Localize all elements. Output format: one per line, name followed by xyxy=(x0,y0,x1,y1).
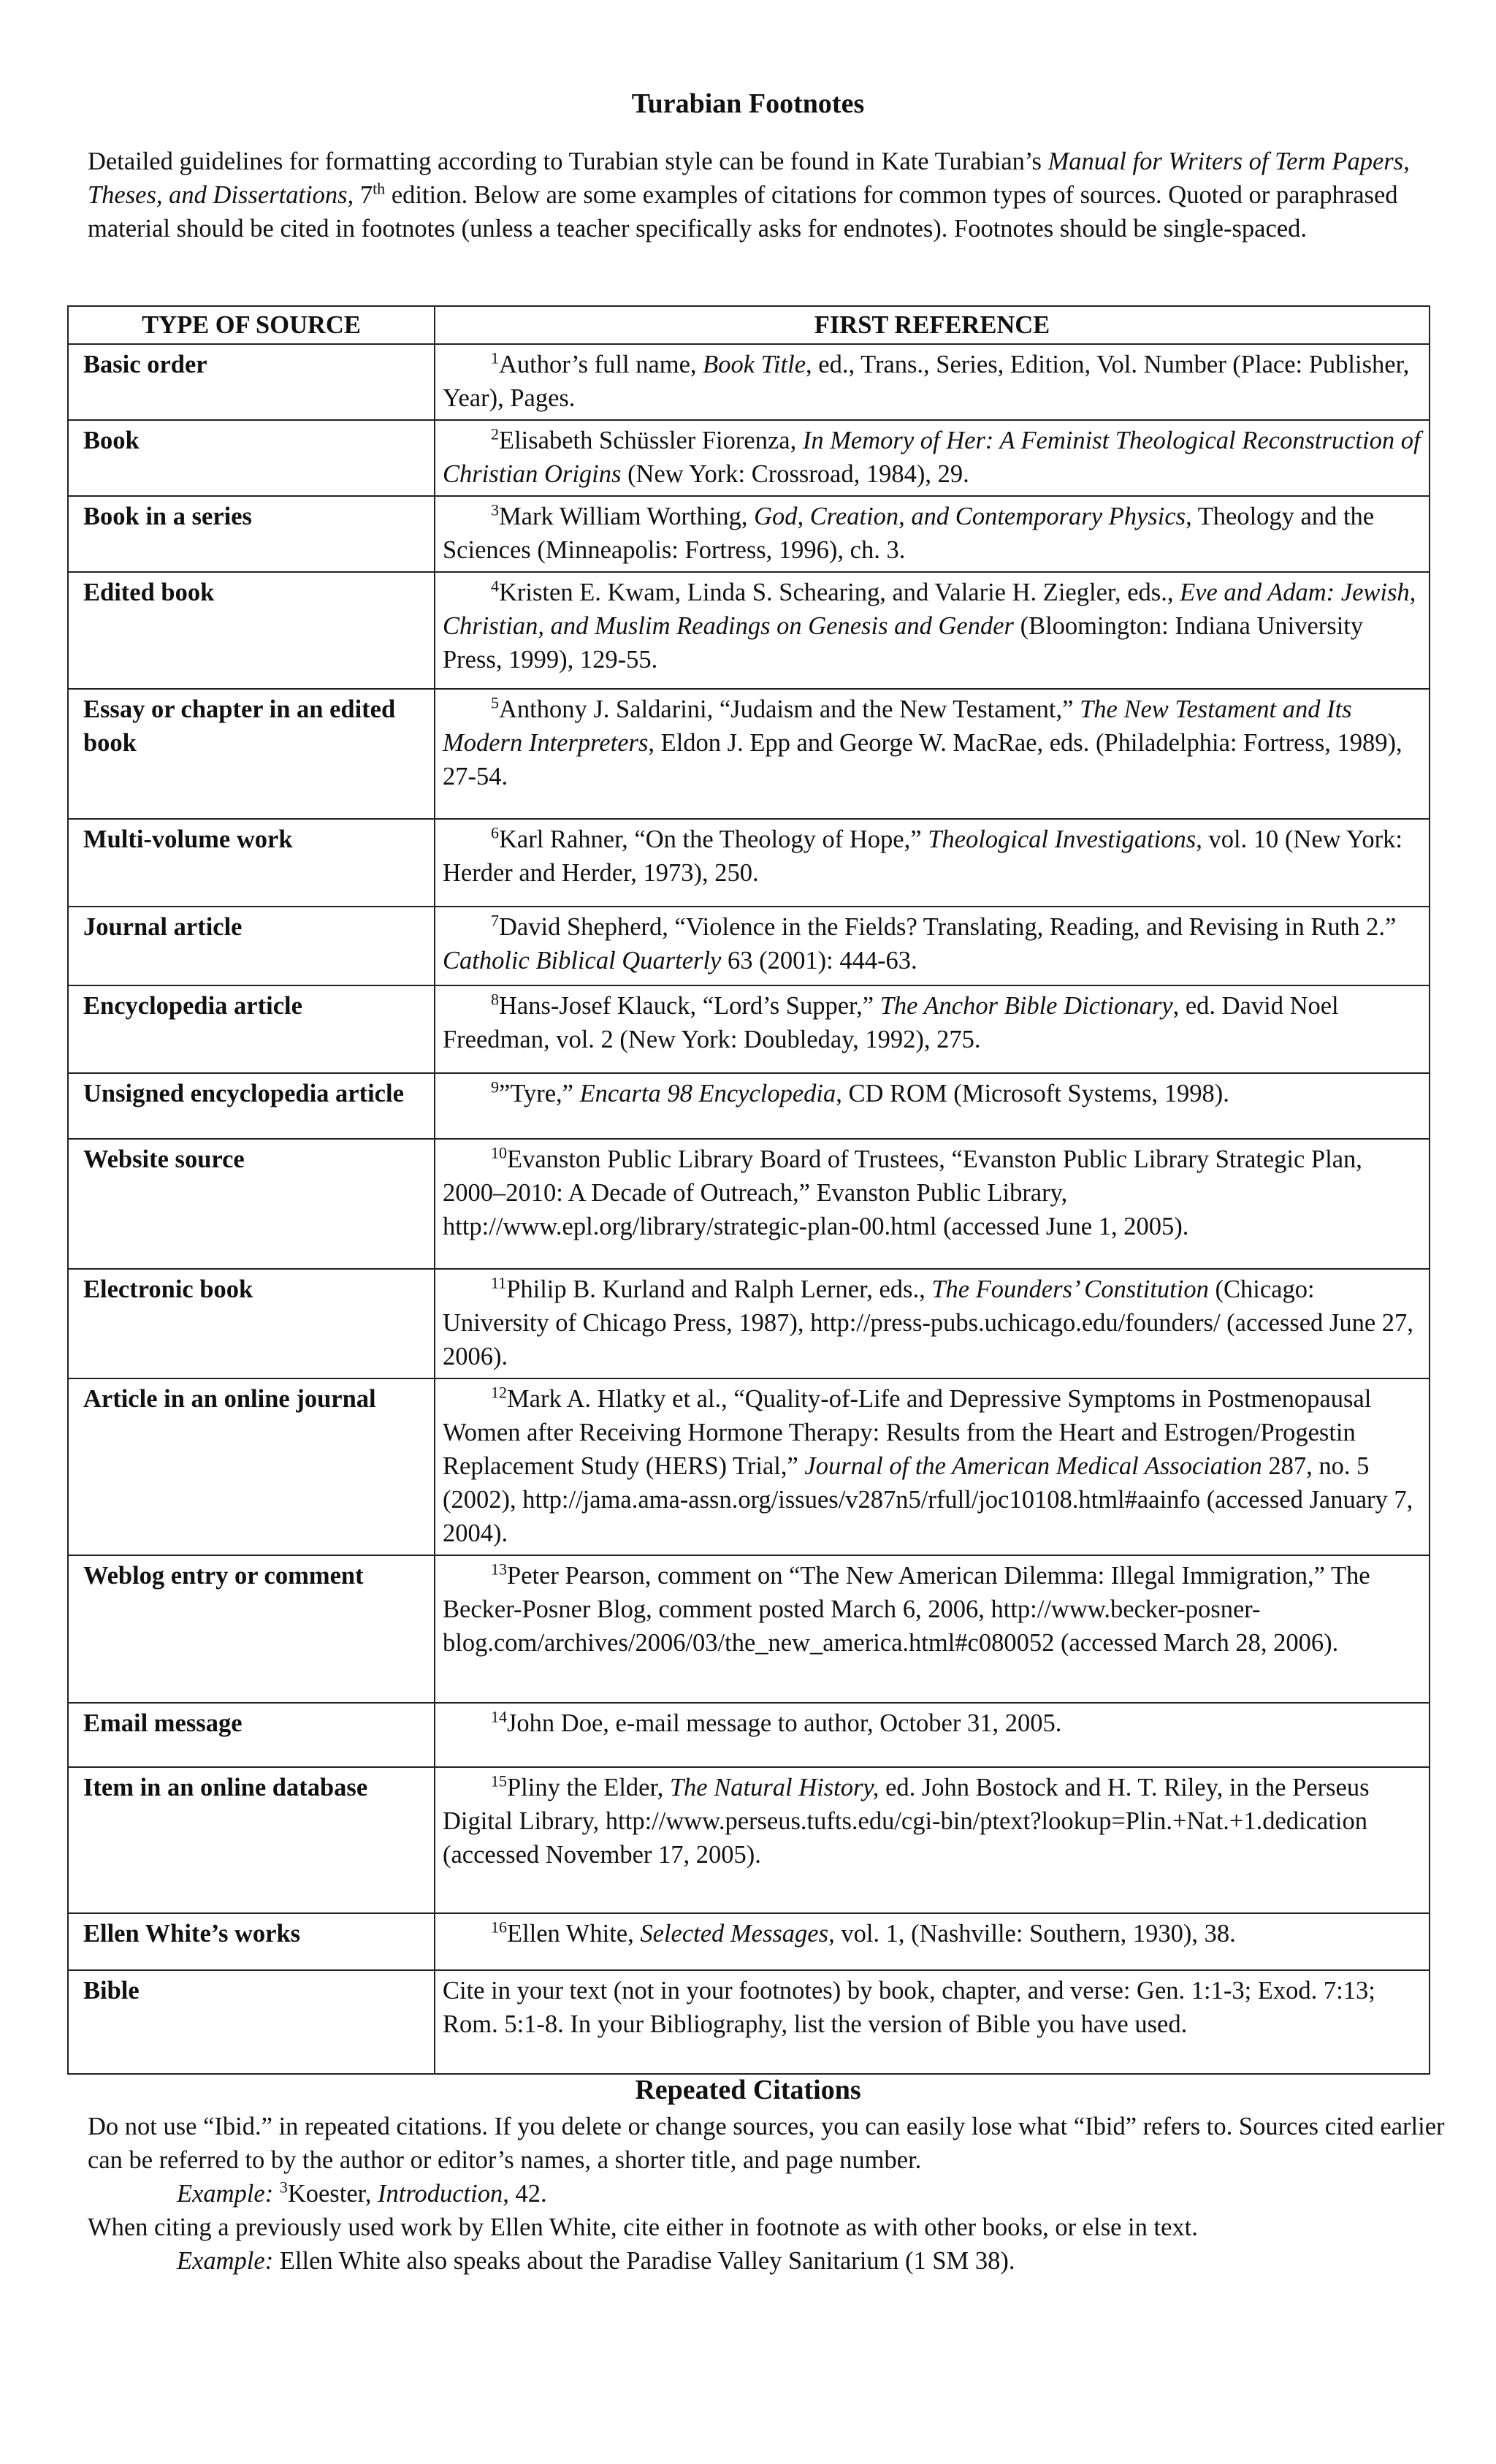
source-type-cell: Essay or chapter in an edited book xyxy=(68,689,435,819)
example-1 xyxy=(88,2177,1461,2211)
source-type-cell: Weblog entry or comment xyxy=(68,1555,435,1703)
source-type-cell: Item in an online database xyxy=(68,1767,435,1913)
reference-cell xyxy=(435,572,1430,689)
footnote-number: 14 xyxy=(491,1707,507,1726)
reference-cell xyxy=(435,1913,1430,1970)
table-header-row xyxy=(68,306,1430,344)
reference-cell xyxy=(435,1378,1430,1555)
ref-text: Anthony J. Saldarini, “Judaism and the New Testament,” xyxy=(499,695,1080,723)
ref-italic: Journal of the American Medical Association xyxy=(804,1452,1262,1480)
ref-text: Hans-Josef Klauck, “Lord’s Supper,” xyxy=(499,992,880,1020)
reference-cell xyxy=(435,344,1430,420)
ref-text: ”Tyre,” xyxy=(499,1080,580,1107)
ref-text-end: , vol. 1, (Nashville: Southern, 1930), 38. xyxy=(828,1920,1236,1948)
ref-italic: The Anchor Bible Dictionary xyxy=(879,992,1173,1020)
ref-text: Mark A. Hlatky et al., “Quality-of-Life and Depressive Symptoms in Postmenopausal Women after Receiving Hormone Therapy: Results from the Heart and Estrogen/Progestin Replacement Study (HERS) Trial,” xyxy=(443,1385,1372,1480)
table-row xyxy=(68,1913,1430,1970)
reference-cell xyxy=(435,985,1430,1073)
source-type-cell: Bible xyxy=(68,1970,435,2074)
intro-text-1: Detailed guidelines for formatting according to Turabian style can be found in Kate Turabian’s xyxy=(88,148,1048,175)
footnote-number: 9 xyxy=(491,1077,499,1096)
footnote-number: 12 xyxy=(491,1383,507,1402)
ref-italic: Theological Investigations xyxy=(928,825,1197,853)
header-type-of-source: TYPE OF SOURCE xyxy=(68,306,435,344)
ref-text-end: (Chicago: University of Chicago Press, 1987), http://press-pubs.uchicago.edu/founders/ (accessed June 27, 2006). xyxy=(443,1275,1413,1370)
footnote-number: 11 xyxy=(491,1273,507,1292)
source-type-cell: Multi-volume work xyxy=(68,819,435,907)
source-type-cell: Website source xyxy=(68,1139,435,1269)
reference-cell xyxy=(435,907,1430,985)
reference-cell xyxy=(435,1139,1430,1269)
intro-edition: 7 xyxy=(354,181,373,209)
ref-italic: God, Creation, and Contemporary Physics xyxy=(754,503,1186,530)
intro-text-2: edition. Below are some examples of citations for common types of sources. Quoted or paraphrased material should be cited in footnotes (unless a teacher specifically asks for endnotes). Footnotes should be single-spaced. xyxy=(88,181,1398,243)
reference-cell xyxy=(435,1073,1430,1139)
source-type-cell: Basic order xyxy=(68,344,435,420)
footnote-number: 10 xyxy=(491,1143,507,1162)
reference-cell xyxy=(435,1970,1430,2074)
ref-text-end: (Bloomington: Indiana University Press, 1999), 129-55. xyxy=(443,612,1364,674)
example-text: Ellen White also speaks about the Paradise Valley Sanitarium (1 SM 38). xyxy=(273,2247,1015,2275)
table-row xyxy=(68,819,1430,907)
ref-text: Peter Pearson, comment on “The New American Dilemma: Illegal Immigration,” The Becker-Posner Blog, comment posted March 6, 2006, http://www.becker-posner-blog.com/archives/2006/03/the_new_america.html#c080052 (accessed March 28, 2006). xyxy=(443,1562,1370,1657)
reference-cell xyxy=(435,689,1430,819)
reference-cell xyxy=(435,496,1430,572)
footnote-number: 4 xyxy=(491,576,499,595)
repeated-citations-section xyxy=(88,2110,1461,2278)
table-row xyxy=(68,1703,1430,1767)
table-row xyxy=(68,420,1430,496)
ref-italic: Selected Messages xyxy=(640,1920,829,1948)
reference-cell xyxy=(435,819,1430,907)
ref-text-end: 287, no. 5 (2002), http://jama.ama-assn.org/issues/v287n5/rfull/joc10108.html#aainfo (accessed January 7, 2004). xyxy=(443,1452,1413,1547)
footnote-number: 7 xyxy=(491,911,499,930)
table-row xyxy=(68,689,1430,819)
ref-text-end: , ed. David Noel Freedman, vol. 2 (New York: Doubleday, 1992), 275. xyxy=(443,992,1339,1053)
ref-text: Cite in your text (not in your footnotes) by book, chapter, and verse: Gen. 1:1-3; Exod. 7:13; Rom. 5:1-8. In your Bibliography, list the version of Bible you have used. xyxy=(443,1977,1375,2038)
footnote-number: 6 xyxy=(491,823,499,842)
ref-text: Pliny the Elder, xyxy=(507,1774,670,1801)
reference-cell xyxy=(435,1555,1430,1703)
table-row xyxy=(68,1139,1430,1269)
ref-text: Karl Rahner, “On the Theology of Hope,” xyxy=(499,825,928,853)
repeated-line-2: When citing a previously used work by Ellen White, cite either in footnote as with other books, or else in text. xyxy=(88,2213,1198,2241)
ref-text-end: , CD ROM (Microsoft Systems, 1998). xyxy=(836,1080,1229,1107)
table-row xyxy=(68,985,1430,1073)
header-first-reference: FIRST REFERENCE xyxy=(435,306,1430,344)
citation-table xyxy=(67,305,1430,2075)
footnote-number: 15 xyxy=(491,1771,507,1790)
footnote-number: 5 xyxy=(491,693,499,712)
ref-text: John Doe, e-mail message to author, October 31, 2005. xyxy=(507,1709,1062,1737)
ref-text-end: , ed., Trans., Series, Edition, Vol. Number (Place: Publisher, Year), Pages. xyxy=(443,351,1410,412)
table-row xyxy=(68,1073,1430,1139)
ref-italic: The Natural History, xyxy=(669,1774,879,1801)
table-row xyxy=(68,344,1430,420)
example-text-end: , 42. xyxy=(503,2180,547,2208)
ref-italic: Eve and Adam: Jewish, Christian, and Muslim Readings on Genesis and Gender xyxy=(443,579,1416,640)
intro-paragraph xyxy=(88,145,1446,245)
source-type-cell: Ellen White’s works xyxy=(68,1913,435,1970)
ref-text-end: , vol. 10 (New York: Herder and Herder, 1973), 250. xyxy=(443,825,1402,887)
table-row xyxy=(68,572,1430,689)
table-row xyxy=(68,1269,1430,1378)
ref-italic: Encarta 98 Encyclopedia xyxy=(579,1080,836,1107)
ref-text: Author’s full name, xyxy=(499,351,703,378)
source-type-cell: Unsigned encyclopedia article xyxy=(68,1073,435,1139)
source-type-cell: Article in an online journal xyxy=(68,1378,435,1555)
footnote-number: 3 xyxy=(491,500,499,519)
table-row xyxy=(68,1555,1430,1703)
intro-superscript: th xyxy=(373,179,386,198)
repeated-citations-heading: Repeated Citations xyxy=(635,2075,861,2105)
ref-text: Philip B. Kurland and Ralph Lerner, eds., xyxy=(506,1275,932,1303)
ref-italic: The New Testament and Its Modern Interpreters xyxy=(443,695,1352,757)
footnote-number: 13 xyxy=(491,1560,507,1579)
source-type-cell: Encyclopedia article xyxy=(68,985,435,1073)
ref-text-end: ed. John Bostock and H. T. Riley, in the Perseus Digital Library, http://www.perseus.tufts.edu/cgi-bin/ptext?lookup=Plin.+Nat.+1.dedication (accessed November 17, 2005). xyxy=(443,1774,1370,1869)
table-row xyxy=(68,1970,1430,2074)
reference-cell xyxy=(435,420,1430,496)
repeated-line-1: Do not use “Ibid.” in repeated citations. If you delete or change sources, you can easily lose what “Ibid” refers to. Sources cited earlier can be referred to by the author or editor’s names, a shorter title, and page number. xyxy=(88,2113,1445,2174)
ref-italic: The Founders’ Constitution xyxy=(931,1275,1209,1303)
footnote-number: 8 xyxy=(491,990,499,1009)
ref-text: Evanston Public Library Board of Trustees, “Evanston Public Library Strategic Plan, 2000–2010: A Decade of Outreach,” Evanston Public Library, http://www.epl.org/library/strategic-plan-00.html (accessed June 1, 2005). xyxy=(443,1145,1362,1240)
ref-italic: In Memory of Her: A Feminist Theological Reconstruction of Christian Origins xyxy=(443,427,1421,488)
reference-cell xyxy=(435,1767,1430,1913)
reference-cell xyxy=(435,1703,1430,1767)
ref-text: Elisabeth Schüssler Fiorenza, xyxy=(499,427,803,454)
source-type-cell: Edited book xyxy=(68,572,435,689)
example-text: Koester, xyxy=(287,2180,378,2208)
manual-title: Manual for Writers of Term Papers, Theses, and Dissertations, xyxy=(88,148,1410,209)
example-2 xyxy=(88,2244,1461,2278)
ref-text-end: , Theology and the Sciences (Minneapolis: Fortress, 1996), ch. 3. xyxy=(443,503,1375,564)
reference-cell xyxy=(435,1269,1430,1378)
table-row xyxy=(68,1378,1430,1555)
source-type-cell: Book in a series xyxy=(68,496,435,572)
example-italic: Introduction xyxy=(378,2180,503,2208)
footnote-number: 2 xyxy=(491,424,499,443)
example-label: Example: xyxy=(177,2247,274,2275)
footnote-number: 1 xyxy=(491,348,499,367)
page-title: Turabian Footnotes xyxy=(631,88,865,119)
source-type-cell: Email message xyxy=(68,1703,435,1767)
table-row xyxy=(68,907,1430,985)
source-type-cell: Book xyxy=(68,420,435,496)
ref-text: Kristen E. Kwam, Linda S. Schearing, and Valarie H. Ziegler, eds., xyxy=(499,579,1180,606)
ref-text-end: , Eldon J. Epp and George W. MacRae, eds. (Philadelphia: Fortress, 1989), 27-54. xyxy=(443,729,1402,790)
ref-italic: Catholic Biblical Quarterly xyxy=(443,947,722,974)
table-row xyxy=(68,1767,1430,1913)
example-footnote-number: 3 xyxy=(279,2178,288,2197)
ref-text: David Shepherd, “Violence in the Fields? Translating, Reading, and Revising in Ruth 2.” xyxy=(499,913,1397,941)
source-type-cell: Electronic book xyxy=(68,1269,435,1378)
example-label: Example: xyxy=(177,2180,274,2208)
ref-italic: Book Title xyxy=(703,351,806,378)
ref-text-end: 63 (2001): 444-63. xyxy=(721,947,917,974)
ref-text-end: (New York: Crossroad, 1984), 29. xyxy=(621,460,969,488)
table-row xyxy=(68,496,1430,572)
ref-text: Ellen White, xyxy=(507,1920,641,1948)
footnote-number: 16 xyxy=(491,1918,507,1937)
ref-text: Mark William Worthing, xyxy=(499,503,755,530)
source-type-cell: Journal article xyxy=(68,907,435,985)
